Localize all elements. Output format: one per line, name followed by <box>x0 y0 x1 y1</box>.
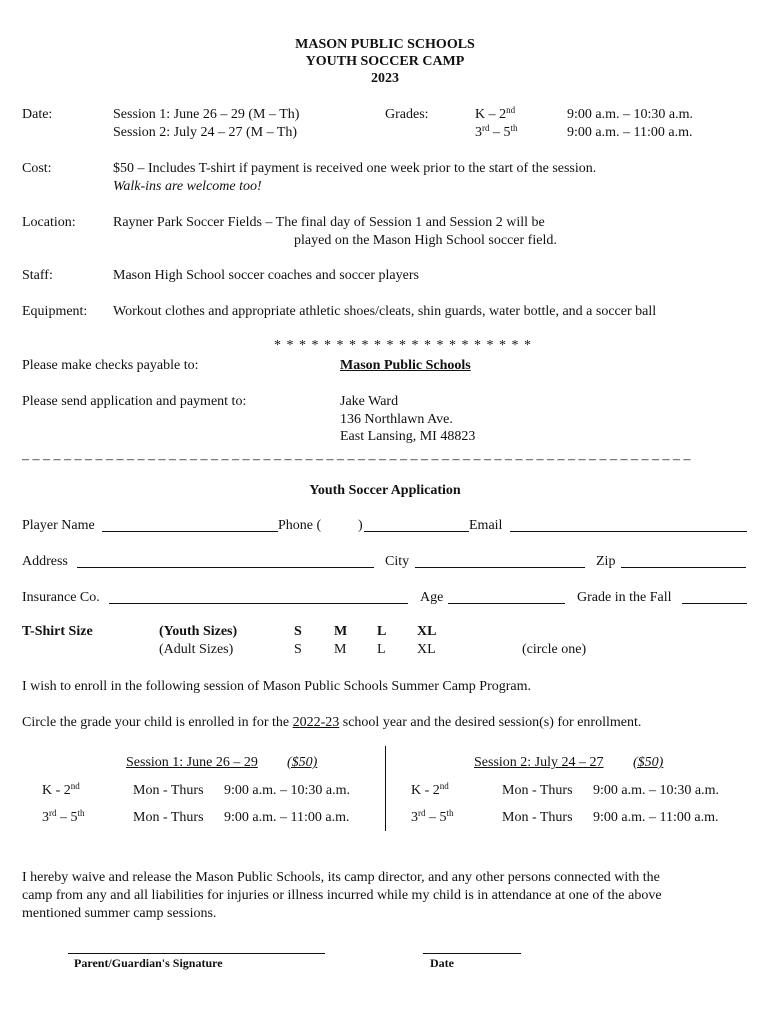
location-line2: played on the Mason High School soccer field. <box>294 233 557 248</box>
application-title: Youth Soccer Application <box>309 483 461 498</box>
address-name: Jake Ward <box>340 394 399 409</box>
circle-one-note: (circle one) <box>522 642 587 657</box>
grade-range-2: 3rd – 5th <box>475 123 518 140</box>
circle-instructions: Circle the grade your child is enrolled in for the 2022-23 school year and the desired session(s) for enrollment. <box>22 715 642 730</box>
insurance-field[interactable] <box>109 603 408 604</box>
cost-text: $50 – Includes T-shirt if payment is received one week prior to the start of the session. <box>113 161 597 176</box>
email-field[interactable] <box>510 531 747 532</box>
waiver-line2: camp from any and all liabilities for injuries or illness incurred while my child is in attendance at one of the above <box>22 888 662 903</box>
adult-sizes-label: (Adult Sizes) <box>159 642 234 657</box>
youth-size-l[interactable]: L <box>377 624 387 639</box>
time-range-2: 9:00 a.m. – 11:00 a.m. <box>567 125 693 140</box>
enroll-text: I wish to enroll in the following session of Mason Public Schools Summer Camp Program. <box>22 679 532 694</box>
s1-grade-k2[interactable]: K - 2nd <box>42 781 80 798</box>
s2-time-35: 9:00 a.m. – 11:00 a.m. <box>593 810 719 825</box>
staff-label: Staff: <box>22 268 53 283</box>
zip-label: Zip <box>596 554 616 569</box>
signature-label: Parent/Guardian's Signature <box>74 956 223 970</box>
session2-price: ($50) <box>633 755 664 770</box>
tshirt-size-label: T-Shirt Size <box>22 624 93 639</box>
camp-year: 2023 <box>371 71 399 86</box>
address-city: East Lansing, MI 48823 <box>340 429 476 444</box>
s1-time-k2: 9:00 a.m. – 10:30 a.m. <box>224 783 350 798</box>
city-label: City <box>385 554 410 569</box>
s2-grade-35[interactable]: 3rd – 5th <box>411 808 454 825</box>
youth-size-xl[interactable]: XL <box>417 624 437 639</box>
phone-field[interactable] <box>364 531 469 532</box>
session1-price: ($50) <box>287 755 318 770</box>
phone-label: Phone ( <box>278 518 322 533</box>
player-name-field[interactable] <box>102 531 278 532</box>
adult-size-l[interactable]: L <box>377 642 386 657</box>
s2-days-35: Mon - Thurs <box>502 810 573 825</box>
camp-name: YOUTH SOCCER CAMP <box>305 54 465 69</box>
session2-date: Session 2: July 24 – 27 (M – Th) <box>113 125 298 140</box>
session2-heading: Session 2: July 24 – 27 <box>474 755 604 770</box>
staff-text: Mason High School soccer coaches and soccer players <box>113 268 419 283</box>
youth-size-s[interactable]: S <box>294 624 302 639</box>
cost-label: Cost: <box>22 161 52 176</box>
checks-payee: Mason Public Schools <box>340 358 471 373</box>
grade-fall-field[interactable] <box>682 603 747 604</box>
insurance-label: Insurance Co. <box>22 590 100 605</box>
adult-size-xl[interactable]: XL <box>417 642 436 657</box>
city-field[interactable] <box>415 567 585 568</box>
signature-date-label: Date <box>430 956 454 970</box>
age-field[interactable] <box>448 603 565 604</box>
email-label: Email <box>469 518 503 533</box>
grade-range-1: K – 2nd <box>475 105 516 122</box>
location-label: Location: <box>22 215 76 230</box>
s2-grade-k2[interactable]: K - 2nd <box>411 781 449 798</box>
age-label: Age <box>420 590 444 605</box>
youth-sizes-label: (Youth Sizes) <box>159 624 238 639</box>
s1-time-35: 9:00 a.m. – 11:00 a.m. <box>224 810 350 825</box>
adult-size-s[interactable]: S <box>294 642 302 657</box>
checks-label: Please make checks payable to: <box>22 358 199 373</box>
s2-time-k2: 9:00 a.m. – 10:30 a.m. <box>593 783 719 798</box>
cut-line: – – – – – – – – – – – – – – – – – – – – – – – – – – – – – – – – – – – – – – – – – – – – – – – – – – – – – – – – – – – – – – – – <box>22 452 691 467</box>
waiver-line3: mentioned summer camp sessions. <box>22 906 217 921</box>
location-line1: Rayner Park Soccer Fields – The final day of Session 1 and Session 2 will be <box>113 215 545 230</box>
session-divider <box>385 746 386 831</box>
address-field[interactable] <box>77 567 374 568</box>
player-name-label: Player Name <box>22 518 95 533</box>
cost-note: Walk-ins are welcome too! <box>113 179 262 194</box>
equipment-label: Equipment: <box>22 304 88 319</box>
school-name: MASON PUBLIC SCHOOLS <box>295 37 475 52</box>
address-label: Address <box>22 554 68 569</box>
grades-label: Grades: <box>385 107 429 122</box>
date-label: Date: <box>22 107 53 122</box>
waiver-line1: I hereby waive and release the Mason Public Schools, its camp director, and any other persons connected with the <box>22 870 660 885</box>
time-range-1: 9:00 a.m. – 10:30 a.m. <box>567 107 693 122</box>
equipment-text: Workout clothes and appropriate athletic shoes/cleats, shin guards, water bottle, and a soccer ball <box>113 304 657 319</box>
session1-date: Session 1: June 26 – 29 (M – Th) <box>113 107 300 122</box>
s2-days-k2: Mon - Thurs <box>502 783 573 798</box>
phone-close: ) <box>358 518 363 533</box>
adult-size-m[interactable]: M <box>334 642 347 657</box>
address-street: 136 Northlawn Ave. <box>340 412 453 427</box>
zip-field[interactable] <box>621 567 746 568</box>
s1-days-k2: Mon - Thurs <box>133 783 204 798</box>
star-separator: * * * * * * * * * * * * * * * * * * * * * <box>274 338 532 353</box>
youth-size-m[interactable]: M <box>334 624 348 639</box>
grade-fall-label: Grade in the Fall <box>577 590 672 605</box>
s1-days-35: Mon - Thurs <box>133 810 204 825</box>
s1-grade-35[interactable]: 3rd – 5th <box>42 808 85 825</box>
send-label: Please send application and payment to: <box>22 394 247 409</box>
session1-heading: Session 1: June 26 – 29 <box>126 755 258 770</box>
